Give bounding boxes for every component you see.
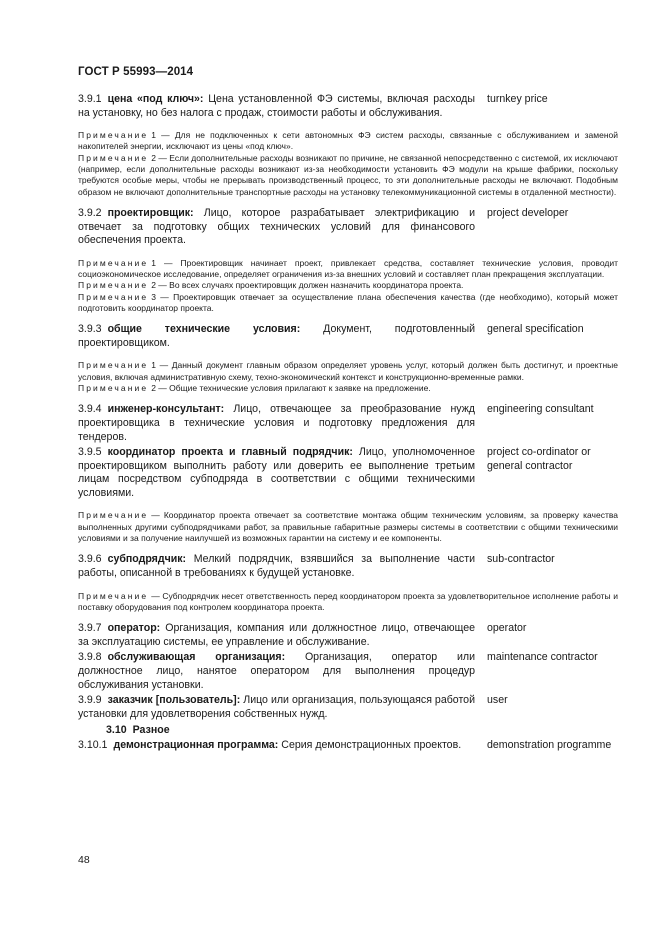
term-entry bbox=[78, 739, 618, 753]
term-entry bbox=[78, 553, 618, 580]
note bbox=[78, 510, 618, 544]
note bbox=[78, 591, 618, 614]
section-number: 3.10 bbox=[106, 724, 127, 737]
term-english-equivalent: operator bbox=[487, 622, 527, 635]
term-number: 3.10.1 bbox=[78, 739, 108, 752]
note bbox=[78, 153, 618, 198]
note-text: 2 — Во всех случаях проектировщик должен назначить координатора проекта. bbox=[151, 280, 464, 291]
term-definition bbox=[78, 207, 475, 248]
term-name: проектировщик: bbox=[107, 206, 194, 219]
note-text: 1 — Данный документ главным образом определяет уровень услуг, который должен быть достигнут, и проектные условия, включая административную схему, техно-экономический контекст и конструкционно-временные рамки. bbox=[78, 360, 618, 382]
term-number: 3.9.9 bbox=[78, 694, 102, 707]
section-title: Разное bbox=[132, 724, 170, 737]
term-text: Лицо, отвечающее за преобразование нужд проектировщика в технические условия и подготовку предложения для тендеров. bbox=[78, 403, 475, 443]
notes-block bbox=[78, 591, 618, 614]
term-text: Документ, подготовленный проектировщиком. bbox=[78, 323, 475, 349]
term-text: Мелкий подрядчик, взявшийся за выполнение части работы, описанной в требованиях к будущей установке. bbox=[78, 553, 475, 579]
document-body bbox=[78, 93, 618, 763]
term-text: Лицо, уполномоченное проектировщиком выполнить работу или доверить ее выполнение третьим лицам посредством субподряда в соответствии с общими техническими условиями. bbox=[78, 446, 475, 499]
note-label: Примечание bbox=[78, 590, 149, 601]
note bbox=[78, 280, 618, 291]
term-english-equivalent: project developer bbox=[487, 206, 569, 219]
term-name: заказчик [пользователь]: bbox=[107, 694, 241, 707]
term-definition bbox=[78, 403, 475, 444]
term-english-equivalent: user bbox=[487, 694, 508, 707]
term-entry bbox=[78, 403, 618, 444]
term-english-equivalent: engineering consultant bbox=[487, 403, 594, 416]
term-name: координатор проекта и главный подрядчик: bbox=[107, 446, 353, 459]
note-label: Примечание bbox=[78, 130, 149, 141]
term-entry bbox=[78, 207, 618, 248]
note-text: 1 — Для не подключенных к сети автономных ФЭ систем расходы, связанные с обслуживанием и заменой накопителей энергии, исключают из цены «под ключ». bbox=[78, 130, 618, 152]
term-entry bbox=[78, 622, 618, 649]
term-english-equivalent: turnkey price bbox=[487, 93, 548, 105]
term-text: Лицо, которое разрабатывает электрификацию и отвечает за подготовку общих технических условий для финансового обеспечения проекта. bbox=[78, 206, 475, 247]
term-number: 3.9.2 bbox=[78, 206, 102, 219]
term-name: обслуживающая организация: bbox=[107, 651, 286, 664]
term-number: 3.9.8 bbox=[78, 651, 102, 664]
note-label: Примечание bbox=[78, 280, 149, 291]
term-name: субподрядчик: bbox=[107, 553, 187, 566]
term-english-equivalent: general specification bbox=[487, 323, 584, 336]
term-english-equivalent: project co-ordinator or general contractor bbox=[487, 446, 591, 472]
notes-block bbox=[78, 360, 618, 394]
term-entry bbox=[78, 651, 618, 692]
term-text: Цена установленной ФЭ системы, включая расходы на установку, но без налога с продаж, стоимости работы и обслуживания. bbox=[78, 93, 475, 119]
term-definition bbox=[78, 622, 475, 649]
term-name: инженер-консультант: bbox=[107, 403, 225, 416]
term-entry bbox=[78, 323, 618, 350]
term-entry bbox=[78, 93, 618, 120]
term-english-equivalent: demonstration programme bbox=[487, 739, 612, 752]
term-number: 3.9.1 bbox=[78, 93, 102, 105]
term-definition bbox=[78, 446, 475, 500]
note-text: — Координатор проекта отвечает за соответствие монтажа общим техническим условиям, за проверку качества выполненных другими субподрядчиками работ, за правильные габаритные размеры системы в соответствии с общими техническими условиями и за получение наилучшей из возможных гарантии на систему и ее компоненты. bbox=[78, 510, 618, 544]
notes-block bbox=[78, 510, 618, 544]
term-number: 3.9.4 bbox=[78, 403, 102, 416]
term-name: цена «под ключ»: bbox=[107, 93, 204, 105]
term-english-equivalent: sub-contractor bbox=[487, 553, 555, 566]
term-definition bbox=[78, 651, 475, 692]
term-text: Лицо или организация, пользующаяся работой установки для удовлетворения собственных нужд. bbox=[78, 694, 475, 720]
term-entry bbox=[78, 694, 618, 721]
term-text: Серия демонстрационных проектов. bbox=[278, 739, 462, 752]
term-number: 3.9.7 bbox=[78, 622, 102, 635]
term-definition bbox=[78, 739, 475, 753]
note-text: 3 — Проектировщик отвечает за осуществление плана обеспечения качества (где необходимо), который может подготовить координатор проекта. bbox=[78, 291, 618, 313]
document-header: ГОСТ Р 55993—2014 bbox=[78, 66, 194, 78]
term-definition bbox=[78, 93, 475, 120]
term-english-equivalent: maintenance contractor bbox=[487, 651, 598, 664]
note-text: 1 — Проектировщик начинает проект, привлекает средства, составляет технические условия, проводит социоэкономическое исследование, определяет ограничения из-за внешних условий и составляет план прекращения эксплуатации. bbox=[78, 257, 618, 280]
term-name: общие технические условия: bbox=[107, 323, 301, 336]
note bbox=[78, 258, 618, 281]
note-label: Примечание bbox=[78, 360, 149, 371]
note-label: Примечание bbox=[78, 257, 149, 268]
term-number: 3.9.6 bbox=[78, 553, 102, 566]
note bbox=[78, 383, 618, 394]
notes-block bbox=[78, 258, 618, 314]
term-number: 3.9.5 bbox=[78, 446, 102, 459]
note bbox=[78, 130, 618, 153]
term-name: оператор: bbox=[107, 622, 161, 635]
note bbox=[78, 360, 618, 383]
notes-block bbox=[78, 130, 618, 198]
note-label: Примечание bbox=[78, 291, 149, 302]
note-text: 2 — Если дополнительные расходы возникают по причине, не связанной непосредственно с системой, их исключают (например, если дополнительные расходы возникают из-за необходимости установить ФЭ модули на крыше фабрики, поскольку требуются особые меры, чтобы не прерывать производственный процесс, то эти дополнительные расходы не включают. Подобным образом не включают дополнительные транспортные расходы на установку телекоммуникационной системы в отдаленной местности). bbox=[78, 152, 618, 197]
term-definition bbox=[78, 553, 475, 580]
note bbox=[78, 292, 618, 315]
term-definition bbox=[78, 694, 475, 721]
term-text: Организация, оператор или должностное лицо, нанятое оператором для выполнения процедур обслуживания установки. bbox=[78, 651, 475, 691]
term-number: 3.9.3 bbox=[78, 323, 102, 336]
term-text: Организация, компания или должностное лицо, отвечающее за эксплуатацию системы, ее управление и обслуживание. bbox=[78, 622, 475, 648]
note-label: Примечание bbox=[78, 152, 149, 163]
term-definition bbox=[78, 323, 475, 350]
note-text: 2 — Общие технические условия прилагают к заявке на предложение. bbox=[151, 383, 431, 394]
note-label: Примечание bbox=[78, 510, 149, 521]
note-label: Примечание bbox=[78, 383, 149, 394]
page-number: 48 bbox=[78, 854, 90, 866]
section-heading bbox=[78, 723, 618, 737]
term-name: демонстрационная программа: bbox=[113, 739, 279, 752]
term-entry bbox=[78, 446, 618, 500]
note-text: — Субподрядчик несет ответственность перед координатором проекта за удовлетворительное исполнение работы и поставку оборудования под контролем координатора проекта. bbox=[78, 590, 618, 612]
